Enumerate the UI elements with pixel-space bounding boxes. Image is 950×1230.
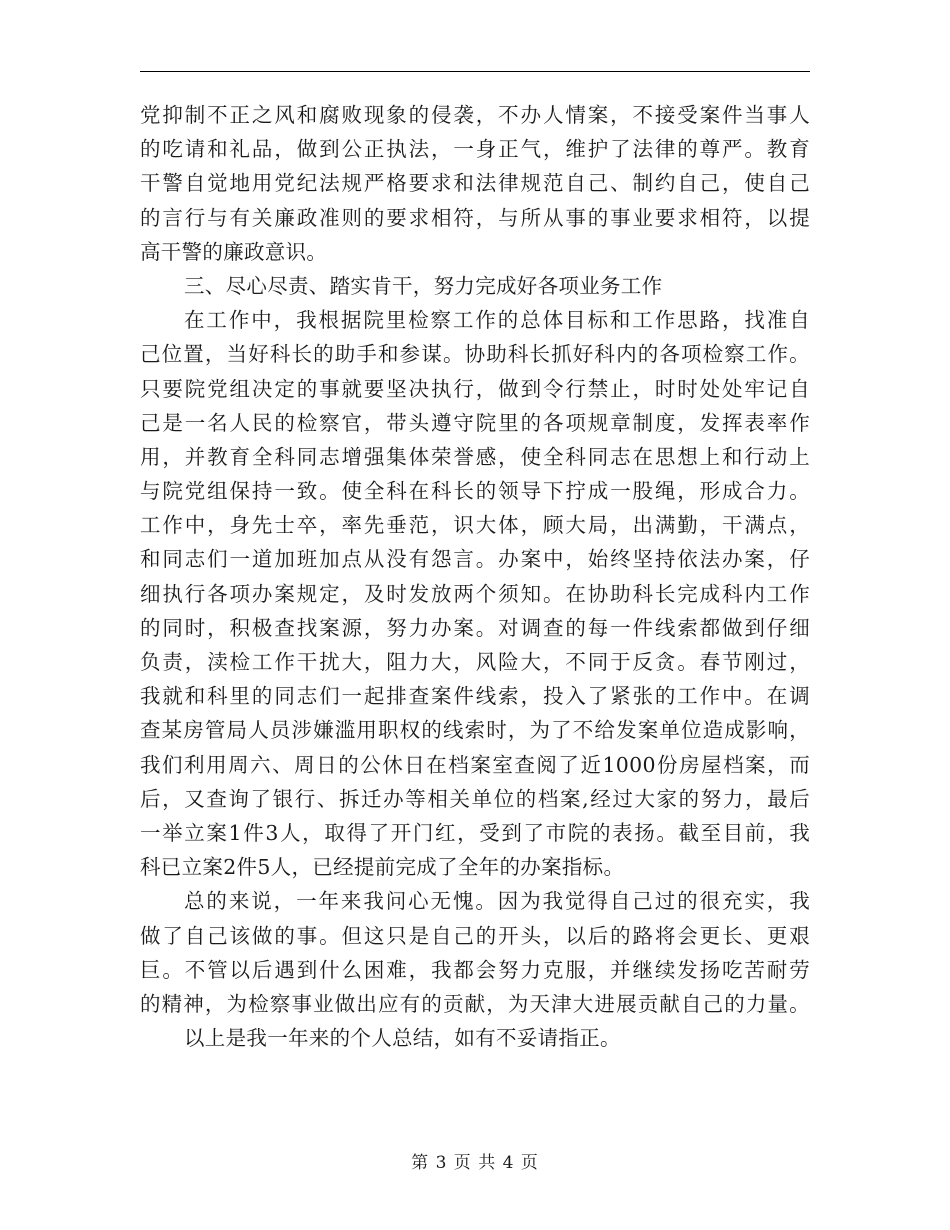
text-line: 干警自觉地用党纪法规严格要求和法律规范自己、制约自己，使自己 <box>140 171 810 196</box>
text-line: 细执行各项办案规定，及时发放两个须知。在协助科长完成科内工作 <box>140 581 810 606</box>
text-line: 只要院党组决定的事就要坚决执行，做到令行禁止，时时处处牢记自 <box>140 376 810 401</box>
text-line: 的言行与有关廉政准则的要求相符，与所从事的事业要求相符，以提 <box>140 205 810 230</box>
footer-mid: 页 共 <box>453 1153 497 1173</box>
footer-suffix: 页 <box>520 1153 539 1173</box>
footer-prefix: 第 <box>411 1153 430 1173</box>
total-pages-number: 4 <box>502 1153 515 1173</box>
text-line: 后，又查询了银行、拆迁办等相关单位的档案,经过大家的努力，最后 <box>140 786 810 811</box>
text-line: 的同时，积极查找案源，努力办案。对调查的每一件线索都做到仔细 <box>140 615 810 640</box>
text-line: 高干警的廉政意识。 <box>140 239 328 264</box>
text-line: 党抑制不正之风和腐败现象的侵袭，不办人情案，不接受案件当事人 <box>140 103 810 127</box>
text-line: 我们利用周六、周日的公休日在档案室查阅了近1000份房屋档案，而 <box>140 752 810 777</box>
text-line: 查某房管局人员涉嫌滥用职权的线索时，为了不给发案单位造成影响， <box>140 718 810 743</box>
page-footer <box>0 1148 950 1173</box>
text-line: 己位置，当好科长的助手和参谋。协助科长抓好科内的各项检察工作。 <box>140 342 810 367</box>
text-line: 的吃请和礼品，做到公正执法，一身正气，维护了法律的尊严。教育 <box>140 137 810 162</box>
document-body <box>140 98 810 1055</box>
text-line: 工作中，身先士卒，率先垂范，识大体，顾大局，出满勤，干满点， <box>140 513 810 538</box>
text-line: 负责，渎检工作干扰大，阻力大，风险大，不同于反贪。春节刚过， <box>140 650 810 674</box>
text-line: 在工作中，我根据院里检察工作的总体目标和工作思路，找准自 <box>184 308 810 333</box>
text-line: 的精神，为检察事业做出应有的贡献，为天津大进展贡献自己的力量。 <box>140 991 810 1016</box>
text-line: 科已立案2件5人，已经提前完成了全年的办案指标。 <box>140 855 625 880</box>
text-line: 巨。不管以后遇到什么困难，我都会努力克服，并继续发扬吃苦耐劳 <box>140 957 810 982</box>
text-line: 和同志们一道加班加点从没有怨言。办案中，始终坚持依法办案，仔 <box>140 547 810 572</box>
text-line: 做了自己该做的事。但这只是自己的开头，以后的路将会更长、更艰 <box>140 923 810 948</box>
text-line: 我就和科里的同志们一起排查案件线索，投入了紧张的工作中。在调 <box>140 684 810 709</box>
current-page-number: 3 <box>435 1153 448 1173</box>
text-line: 与院党组保持一致。使全科在科长的领导下拧成一股绳，形成合力。 <box>140 479 810 504</box>
text-line: 用，并教育全科同志增强集体荣誉感，使全科同志在思想上和行动上 <box>140 444 810 469</box>
text-line: 一举立案1件3人，取得了开门红，受到了市院的表扬。截至目前，我 <box>140 820 810 845</box>
text-line: 己是一名人民的检察官，带头遵守院里的各项规章制度，发挥表率作 <box>140 410 810 435</box>
text-line: 以上是我一年来的个人总结，如有不妥请指正。 <box>184 1026 621 1051</box>
header-rule <box>140 71 810 72</box>
section-heading: 三、尽心尽责、踏实肯干，努力完成好各项业务工作 <box>184 273 663 298</box>
text-line: 总的来说，一年来我问心无愧。因为我觉得自己过的很充实，我 <box>184 889 810 914</box>
